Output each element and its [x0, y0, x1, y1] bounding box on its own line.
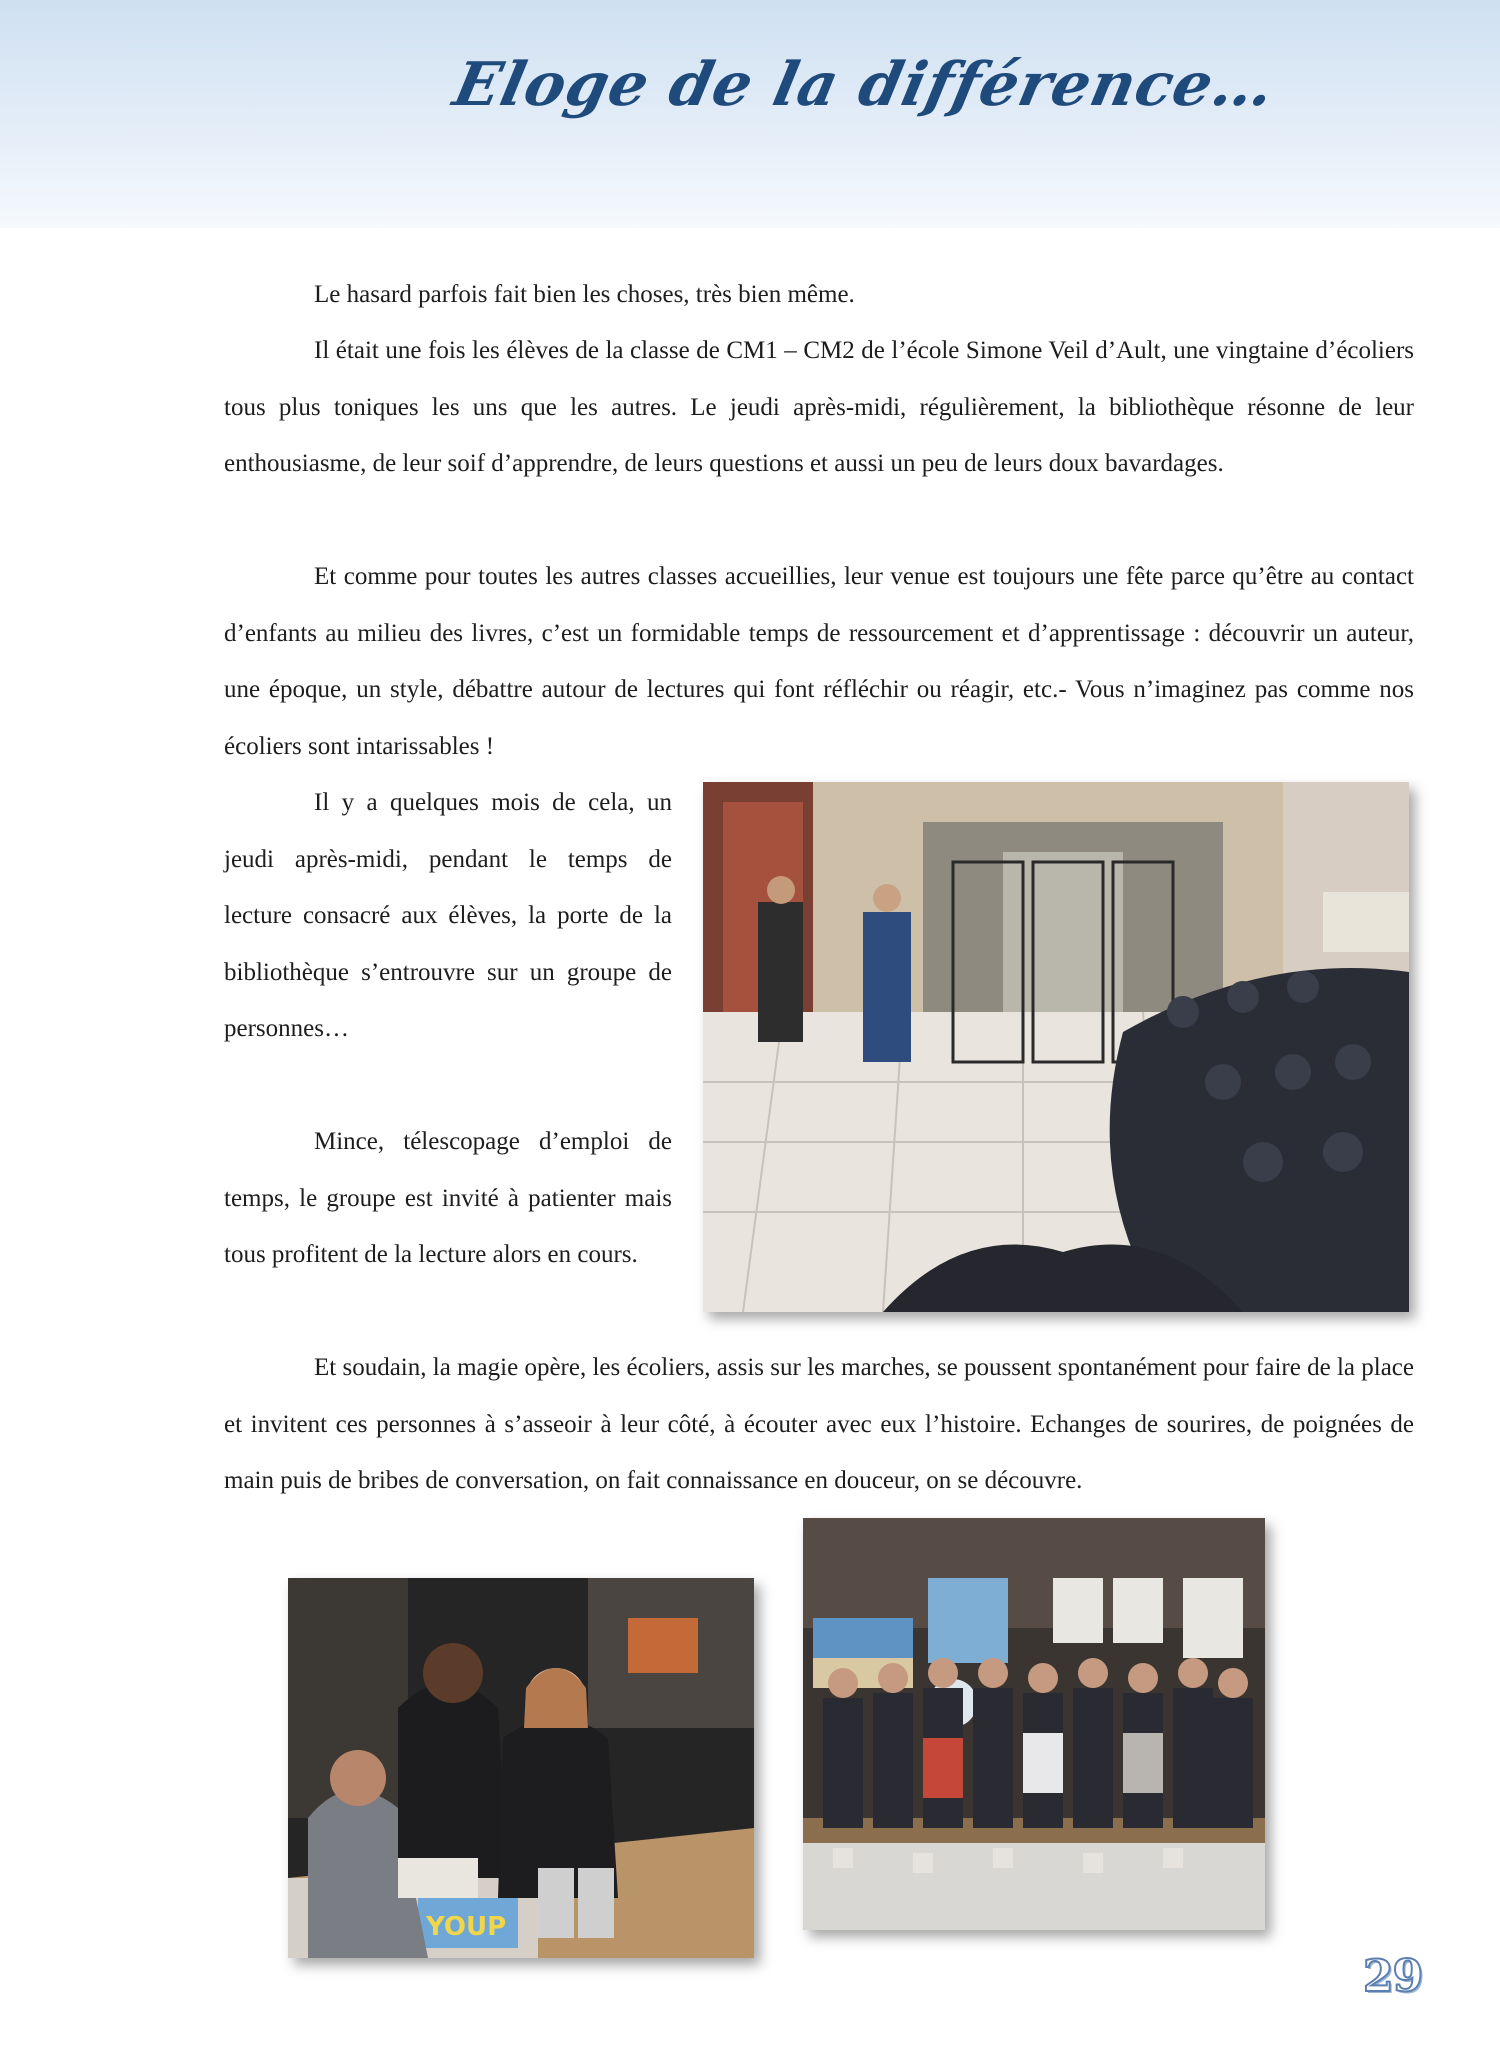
photo-library-scene-drawing — [703, 782, 1409, 1312]
paragraph-magic: Et soudain, la magie opère, les écoliers, assis sur les marches, se poussent spontanément pour faire de la place et invitent ces personnes à s’asseoir à leur côté, à écouter avec eux l’histoire. Echanges de sourires, de poignées de main puis de bribes de conversation, on fait connaissance en douceur, on se découvre. — [224, 1354, 1414, 1494]
paragraph-visits: Et comme pour toutes les autres classes accueillies, leur venue est toujours une fête parce qu’être au contact d’enfants au milieu des livres, c’est un formidable temps de ressourcement et d’apprentissage : découvrir un auteur, une époque, un style, débattre autour de lectures qui font réfléchir ou réagir, etc.- Vous n’imaginez pas comme nos écoliers sont intarissables ! — [224, 563, 1414, 760]
page-title: Eloge de la différence… — [447, 50, 1282, 120]
page-number: 29 — [1363, 1951, 1423, 2002]
photo-group-on-steps — [803, 1518, 1265, 1930]
paragraph-schedule: Mince, télescopage d’emploi de temps, le groupe est invité à patienter mais tous profitent de la lecture alors en cours. — [224, 1128, 672, 1268]
photo-library-scene — [703, 782, 1409, 1312]
book-cover-text: YOUP — [426, 1912, 507, 1942]
paragraph-class: Il était une fois les élèves de la classe de CM1 – CM2 de l’école Simone Veil d’Ault, une vingtaine d’écoliers tous plus toniques les uns que les autres. Le jeudi après-midi, régulièrement, la bibliothèque résonne de leur enthousiasme, de leur soif d’apprendre, de leurs questions et aussi un peu de leurs doux bavardages. — [224, 337, 1414, 477]
photo-children-reading — [288, 1578, 754, 1958]
paragraph-intro: Le hasard parfois fait bien les choses, très bien même. — [314, 281, 855, 308]
photo-group-on-steps-drawing — [803, 1518, 1265, 1930]
paragraph-months-ago: Il y a quelques mois de cela, un jeudi après-midi, pendant le temps de lecture consacré aux élèves, la porte de la bibliothèque s’entrouvre sur un groupe de personnes… — [224, 789, 672, 1042]
photo-children-reading-drawing — [288, 1578, 754, 1958]
